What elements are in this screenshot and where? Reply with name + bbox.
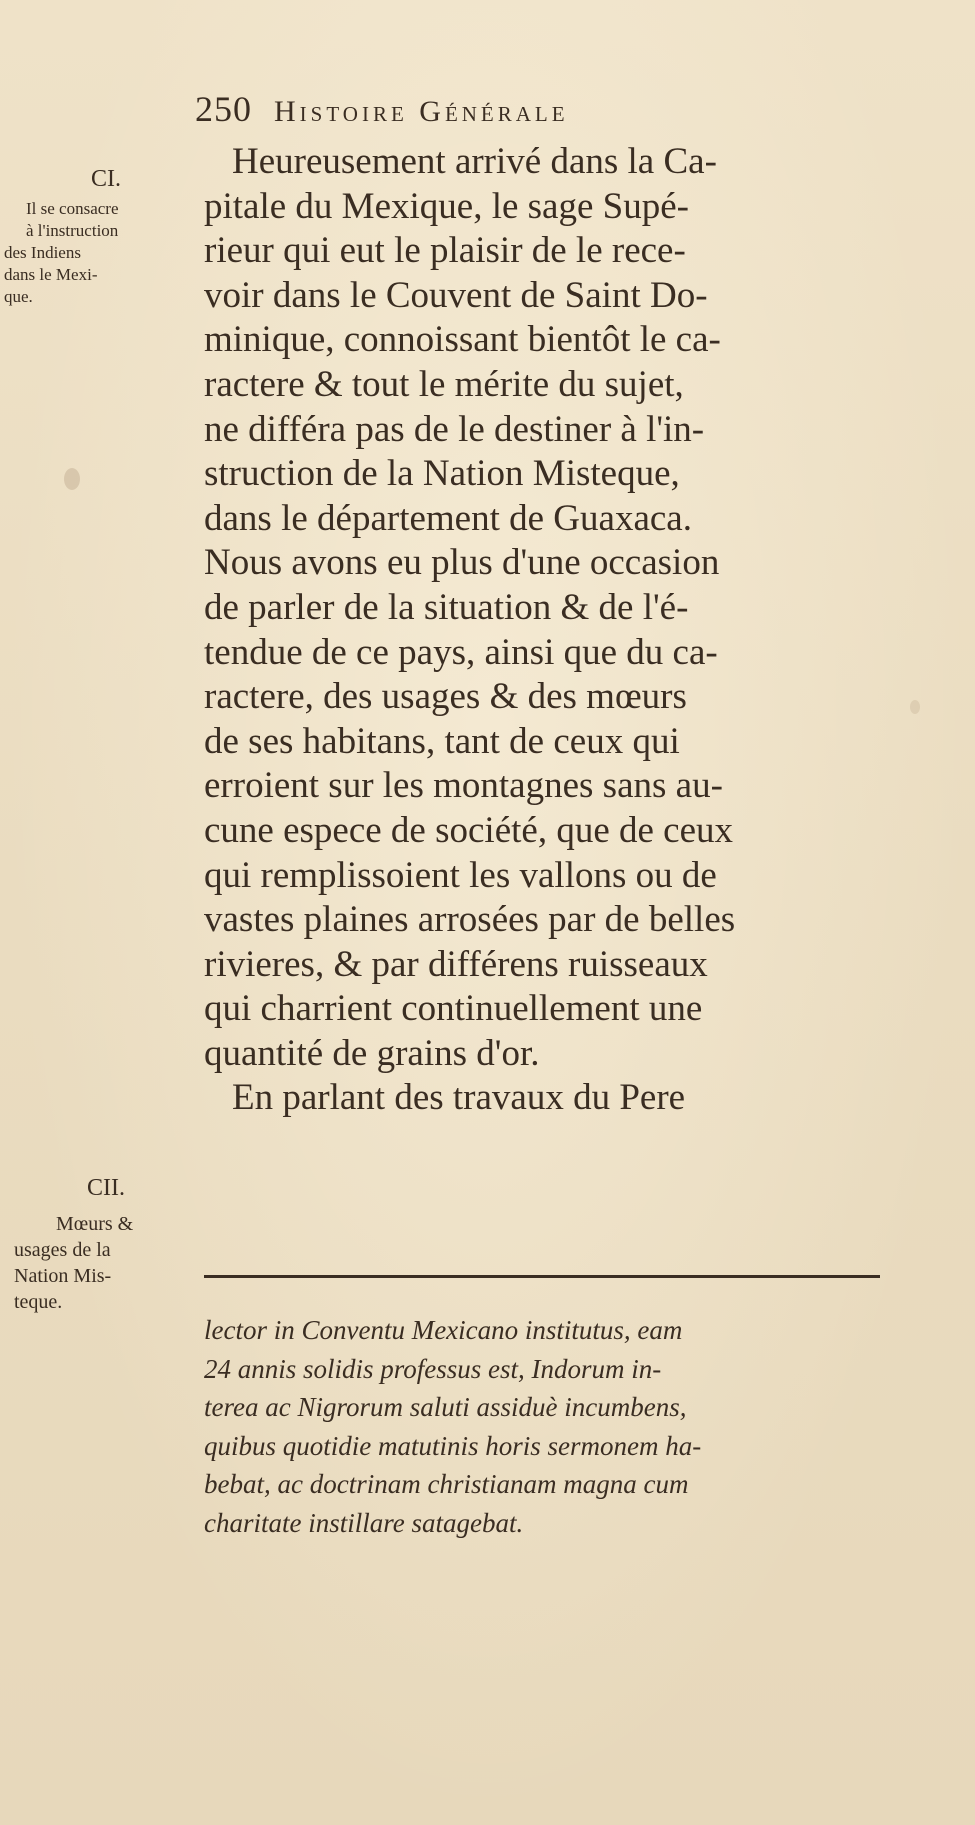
margin-note-line: que.: [4, 287, 33, 306]
margin-note: [14, 1211, 204, 1315]
body-line: Nous avons eu plus d'une occasion: [204, 542, 720, 584]
running-head: [195, 88, 835, 128]
body-line: de ses habitans, tant de ceux qui: [204, 720, 680, 762]
margin-note-line: Mœurs &: [56, 1213, 134, 1235]
body-line: erroient sur les montagnes sans au-: [204, 765, 723, 807]
margin-note-line: usages de la: [14, 1239, 111, 1261]
body-line: ractere, des usages & des mœurs: [204, 676, 687, 718]
margin-note-line: à l'instruction: [26, 221, 119, 240]
body-line: qui remplissoient les vallons ou de: [204, 854, 717, 896]
body-line: ne différa pas de le destiner à l'in-: [204, 408, 705, 450]
footnote-rule: [204, 1275, 880, 1278]
body-line: dans le département de Guaxaca.: [204, 497, 692, 539]
body-line: rivieres, & par différens ruisseaux: [204, 943, 708, 985]
body-line: voir dans le Couvent de Saint Do-: [204, 274, 708, 316]
body-line: struction de la Nation Misteque,: [204, 453, 680, 495]
body-line: tendue de ce pays, ainsi que du ca-: [204, 631, 718, 673]
paper-stain: [64, 468, 80, 490]
margin-note-numeral: CI.: [91, 166, 121, 192]
paper-stain: [910, 700, 920, 714]
body-line: qui charrient continuellement une: [204, 988, 703, 1030]
body-line: quantité de grains d'or.: [204, 1032, 540, 1074]
footnote-line: quibus quotidie matutinis horis sermonem ha-: [204, 1430, 702, 1461]
margin-note-line: teque.: [14, 1291, 63, 1313]
footnote-line: charitate instillare satagebat.: [204, 1507, 524, 1538]
margin-note-numeral: CII.: [87, 1175, 125, 1201]
body-text: [204, 140, 894, 1121]
margin-note-line: des Indiens: [4, 243, 81, 262]
margin-note-line: Il se consacre: [26, 199, 119, 218]
margin-note-line: Nation Mis-: [14, 1265, 112, 1287]
footnote-line: 24 annis solidis professus est, Indorum in-: [204, 1353, 662, 1384]
body-line: minique, connoissant bientôt le ca-: [204, 319, 721, 361]
body-line: Heureusement arrivé dans la Ca-: [232, 141, 717, 182]
body-line: En parlant des travaux du Pere: [232, 1077, 686, 1119]
body-line: ractere & tout le mérite du sujet,: [204, 363, 684, 405]
footnote-line: lector in Conventu Mexicano institutus, eam: [204, 1315, 683, 1345]
body-line: vastes plaines arrosées par de belles: [204, 899, 736, 941]
margin-note-line: dans le Mexi-: [4, 265, 98, 284]
footnote-line: bebat, ac doctrinam christianam magna cum: [204, 1469, 689, 1500]
footnote: [204, 1311, 894, 1543]
body-line: pitale du Mexique, le sage Supé-: [204, 185, 689, 227]
header-title: Histoire Générale: [274, 95, 569, 128]
page-number: 250: [195, 89, 252, 129]
margin-note: [4, 198, 194, 308]
body-line: rieur qui eut le plaisir de le rece-: [204, 230, 686, 272]
body-line: de parler de la situation & de l'é-: [204, 586, 689, 628]
body-line: cune espece de société, que de ceux: [204, 809, 734, 851]
footnote-line: terea ac Nigrorum saluti assiduè incumbens,: [204, 1392, 687, 1423]
